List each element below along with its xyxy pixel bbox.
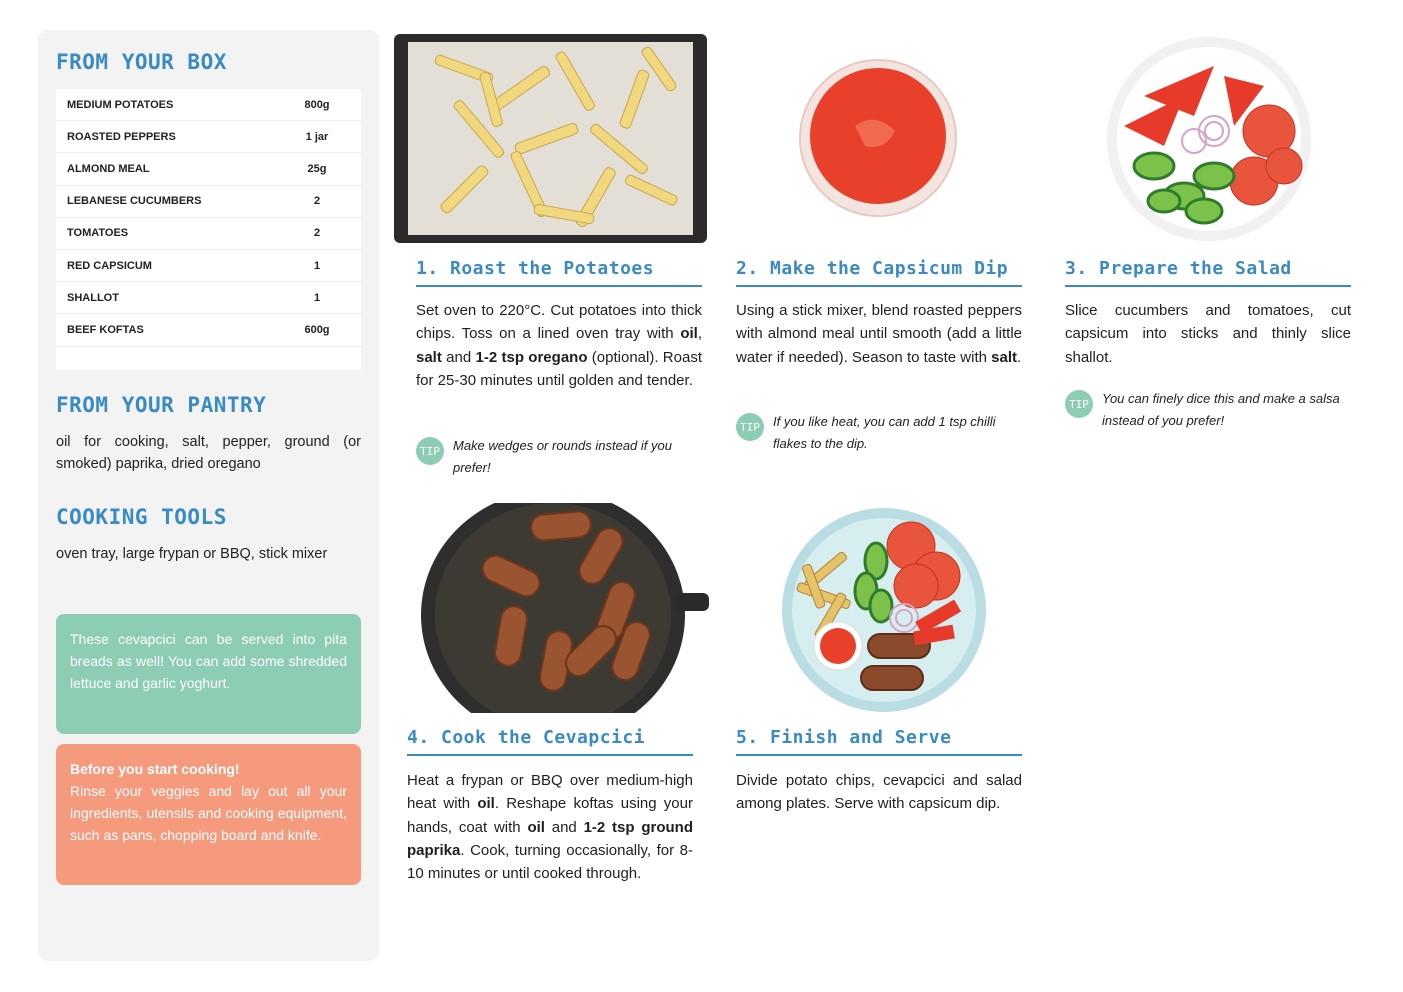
serving-suggestion-note: These cevapcici can be served into pita breads as well! You can add some shredded lettuce and garlic yoghurt.	[56, 614, 361, 734]
ingredient-row	[56, 218, 361, 250]
tip-badge: TIP	[736, 413, 764, 441]
ingredient-quantity: 600g	[304, 323, 330, 336]
ingredient-row	[56, 282, 361, 314]
tip-text: Make wedges or rounds instead if you prefer!	[453, 438, 672, 475]
instruction-text: and	[441, 348, 476, 366]
before-cooking-note	[56, 744, 361, 885]
ingredient-quantity: 2	[313, 227, 321, 240]
instruction-text: (optional). Roast for 25-30 minutes until golden and tender.	[416, 348, 702, 389]
tip-text: You can finely dice this and make a salsa instead of you prefer!	[1102, 391, 1340, 428]
step-5-title: 5. Finish and Serve	[736, 727, 1022, 756]
instruction-text: Divide potato chips, cevapcici and salad among plates. Serve with capsicum dip.	[736, 772, 1022, 813]
instruction-text: Heat a frypan or BBQ over medium-high heat with	[407, 772, 693, 813]
tip-text: If you like heat, you can add 1 tsp chilli flakes to the dip.	[773, 414, 996, 451]
step-3-tip	[1065, 388, 1355, 432]
step-4-instructions	[407, 769, 693, 885]
instruction-text: . Reshape koftas using your hands, coat with	[407, 795, 693, 836]
capsicum-dip-photo	[795, 56, 961, 220]
instruction-text: Using a stick mixer, blend roasted peppers with almond meal until smooth (add a little water if needed). Season to taste with	[736, 302, 1022, 366]
ingredient-table	[56, 89, 361, 370]
bold-ingredient: 1-2 tsp ground paprika	[407, 818, 693, 859]
step-1-title: 1. Roast the Potatoes	[416, 258, 702, 287]
step-2-title: 2. Make the Capsicum Dip	[736, 258, 1022, 287]
ingredient-quantity: 25g	[307, 162, 327, 175]
ingredient-name: ALMOND MEAL	[67, 162, 150, 175]
ingredient-name: ROASTED PEPPERS	[67, 130, 176, 143]
step-3-instructions	[1065, 299, 1351, 369]
ingredient-quantity: 800g	[304, 98, 330, 111]
finished-plate-photo	[776, 506, 992, 714]
cooking-tools-heading: COOKING TOOLS	[56, 505, 227, 529]
ingredient-name: RED CAPSICUM	[67, 259, 152, 272]
from-your-box-heading: FROM YOUR BOX	[56, 50, 227, 74]
ingredient-quantity: 1	[313, 259, 321, 272]
cook-cevapcici-photo	[421, 503, 709, 713]
ingredient-row	[56, 250, 361, 282]
instruction-text: ,	[697, 325, 702, 343]
ingredient-name: BEEF KOFTAS	[67, 323, 144, 336]
ingredient-name: MEDIUM POTATOES	[67, 98, 174, 111]
instruction-text: .	[1017, 348, 1022, 366]
bold-ingredient: oil	[680, 325, 698, 343]
ingredient-name: SHALLOT	[67, 291, 119, 304]
instruction-text: . Cook, turning occasionally, for 8-10 minutes or until cooked through.	[407, 841, 693, 883]
bold-ingredient: oil	[527, 818, 545, 836]
ingredient-quantity: 1	[313, 291, 321, 304]
ingredient-name: LEBANESE CUCUMBERS	[67, 195, 202, 208]
step-1-instructions	[416, 299, 702, 392]
ingredient-quantity: 1 jar	[305, 130, 329, 143]
step-5-instructions	[736, 769, 1022, 816]
roast-potatoes-photo	[394, 34, 707, 243]
ingredient-row	[56, 186, 361, 218]
sidebar	[38, 30, 379, 961]
ingredient-row	[56, 121, 361, 153]
instruction-text: Set oven to 220°C. Cut potatoes into thick chips. Toss on a lined oven tray with	[416, 302, 702, 343]
ingredient-row	[56, 89, 361, 121]
step-1-tip	[416, 435, 706, 479]
bold-ingredient: 1-2 tsp oregano	[475, 348, 588, 366]
tip-badge: TIP	[416, 437, 444, 465]
before-cooking-text: Rinse your veggies and lay out all your ingredients, utensils and cooking equipment, such as pans, chopping board and knife.	[70, 783, 347, 843]
ingredient-row	[56, 314, 361, 346]
tip-badge: TIP	[1065, 390, 1093, 418]
ingredient-row	[56, 153, 361, 185]
bold-ingredient: oil	[477, 795, 495, 813]
bold-ingredient: salt	[416, 348, 442, 366]
ingredient-quantity: 2	[313, 195, 321, 208]
ingredient-name: TOMATOES	[67, 227, 129, 240]
salad-photo	[1104, 36, 1314, 242]
step-2-tip	[736, 411, 1026, 455]
step-2-instructions	[736, 299, 1022, 369]
pantry-list: oil for cooking, salt, pepper, ground (or smoked) paprika, dried oregano	[56, 434, 361, 472]
from-your-pantry-heading: FROM YOUR PANTRY	[56, 393, 267, 417]
step-4-title: 4. Cook the Cevapcici	[407, 727, 693, 756]
before-cooking-title: Before you start cooking!	[70, 761, 240, 777]
instruction-text: and	[544, 818, 584, 836]
cooking-tools-list: oven tray, large frypan or BBQ, stick mixer	[56, 546, 328, 562]
instruction-text: Slice cucumbers and tomatoes, cut capsicum into sticks and thinly slice shallot.	[1065, 302, 1351, 366]
bold-ingredient: salt	[991, 348, 1018, 366]
step-3-title: 3. Prepare the Salad	[1065, 258, 1351, 287]
